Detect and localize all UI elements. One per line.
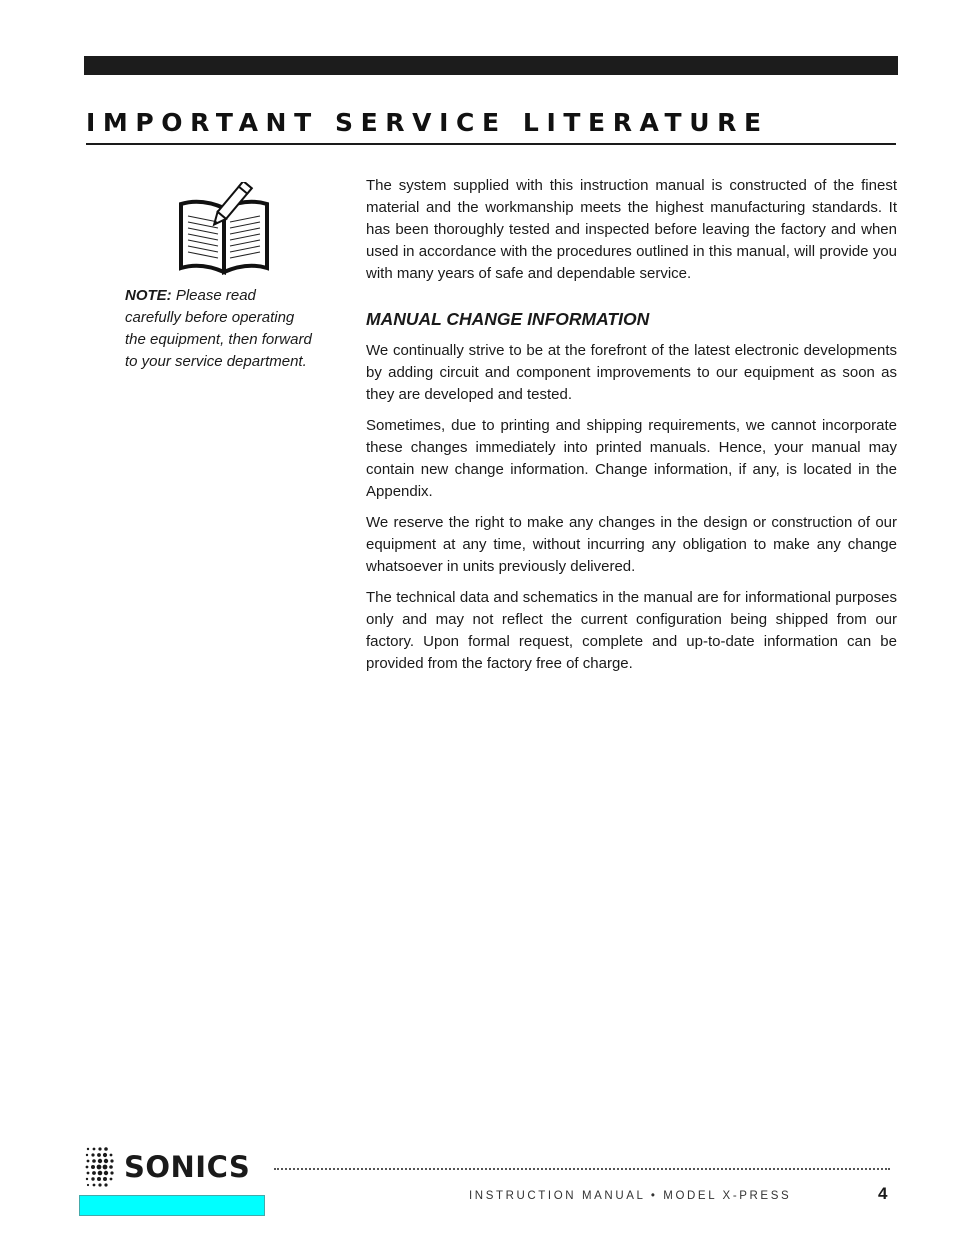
footer-highlight-bar <box>79 1195 265 1216</box>
page-title: IMPORTANT SERVICE LITERATURE <box>86 108 769 137</box>
paragraph: Sometimes, due to printing and shipping requirements, we cannot incorporate these changes immediately into printed manuals. Hence, your manual may contain new change information. Change information, if any, is located in the Appendix. <box>366 417 897 500</box>
main-content <box>366 175 897 684</box>
title-underline <box>86 143 896 145</box>
sonics-dot-pattern-logo-icon <box>84 1146 116 1190</box>
paragraph: We continually strive to be at the forefront of the latest electronic developments by adding circuit and component improvements to our equipment as soon as they are developed and tested. <box>366 342 897 403</box>
section-heading: MANUAL CHANGE INFORMATION <box>366 309 650 329</box>
intro-paragraph: The system supplied with this instruction manual is constructed of the finest material and the workmanship meets the highest manufacturing standards. It has been thoroughly tested and inspected before leaving the factory and when used in accordance with the procedures outlined in this manual, will provide you with many years of safe and dependable service. <box>366 177 897 282</box>
brand-logo-text: SONICS <box>124 1150 251 1184</box>
note-body: Please read carefully before operating the equipment, then forward to your service department. <box>125 287 312 370</box>
page-number: 4 <box>878 1184 888 1203</box>
open-book-with-pencil-icon <box>176 182 272 278</box>
paragraph: The technical data and schematics in the manual are for informational purposes only and may not reflect the current configuration being shipped from our factory. Upon formal request, complete and up-to-date information can be provided from the factory free of charge. <box>366 589 897 672</box>
note-label: NOTE: <box>125 287 172 304</box>
footer-manual-label: INSTRUCTION MANUAL • MODEL X-PRESS <box>469 1190 792 1202</box>
paragraph: We reserve the right to make any changes in the design or construction of our equipment at any time, without incurring any obligation to make any change whatsoever in units previously delivered. <box>366 514 897 575</box>
header-bar <box>84 56 898 75</box>
note-text <box>125 285 315 373</box>
footer-dotted-rule <box>274 1168 890 1170</box>
